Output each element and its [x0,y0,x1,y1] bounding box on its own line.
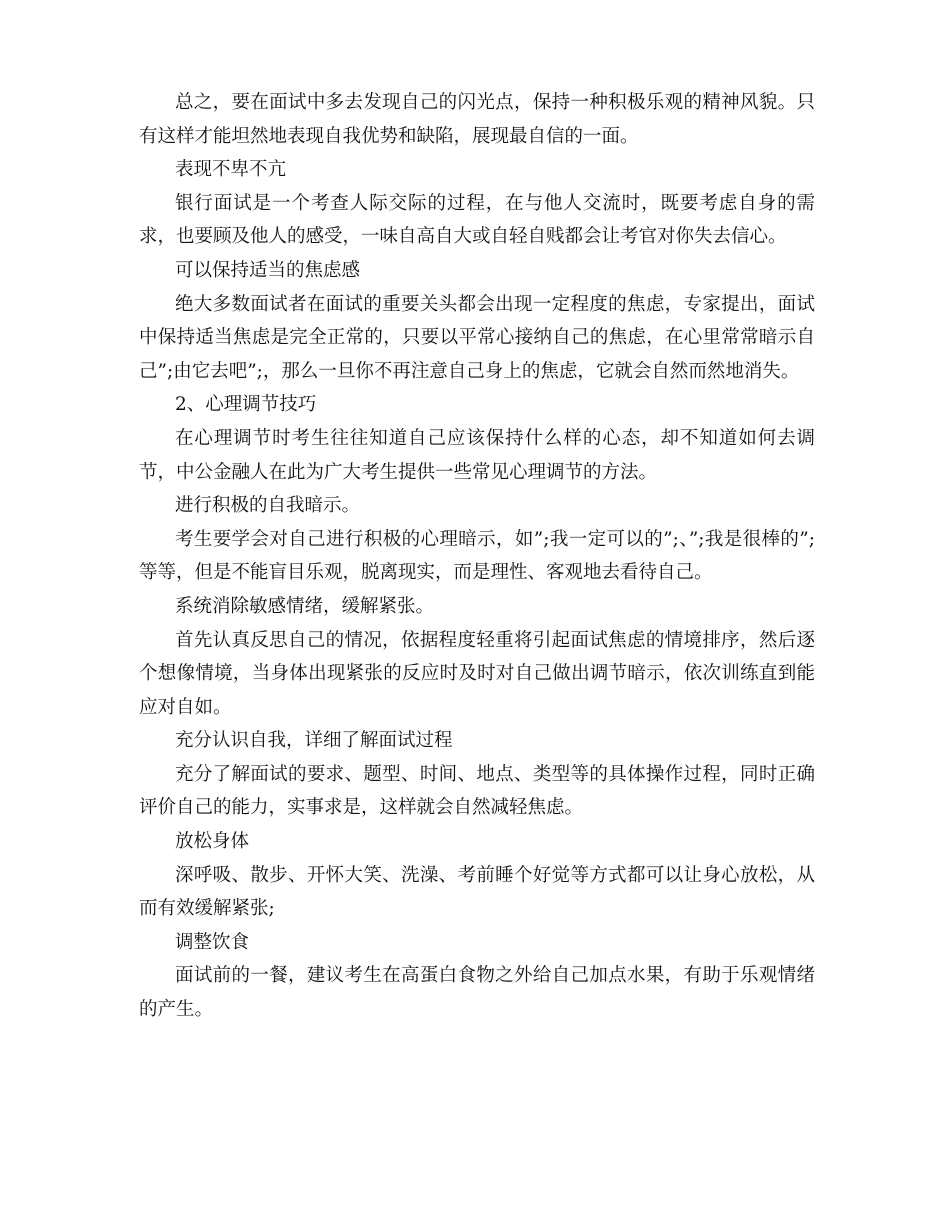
paragraph-psychological-techniques: 在心理调节时考生往往知道自己应该保持什么样的心态，却不知道如何去调节，中公金融人在此为广大考生提供一些常见心理调节的方法。 [139,427,815,483]
heading-psychological-techniques: 2、心理调节技巧 [175,394,317,416]
heading-desensitization: 系统消除敏感情绪，缓解紧张。 [175,595,435,617]
heading-self-suggestion: 进行积极的自我暗示。 [175,495,361,517]
heading-composure: 表现不卑不亢 [175,159,287,181]
heading-adjust-diet: 调整饮食 [175,931,250,953]
paragraph-know-yourself: 充分了解面试的要求、题型、时间、地点、类型等的具体操作过程，同时正确评价自己的能力，实事求是，这样就会自然减轻焦虑。 [139,763,815,819]
paragraph-composure: 银行面试是一个考查人际交际的过程，在与他人交流时，既要考虑自身的需求，也要顾及他人的感受，一味自高自大或自轻自贱都会让考官对你失去信心。 [139,192,815,248]
document-body [139,86,815,1027]
paragraph-moderate-anxiety: 绝大多数面试者在面试的重要关头都会出现一定程度的焦虑，专家提出，面试中保持适当焦虑是完全正常的，只要以平常心接纳自己的焦虑，在心里常常暗示自己”;由它去吧”;，那么一旦你不再注意自己身上的焦虑，它就会自然而然地消失。 [139,293,815,382]
heading-moderate-anxiety: 可以保持适当的焦虑感 [175,259,361,281]
heading-relax-body: 放松身体 [175,831,250,853]
paragraph-desensitization: 首先认真反思自己的情况，依据程度轻重将引起面试焦虑的情境排序，然后逐个想像情境，当身体出现紧张的反应时及时对自己做出调节暗示，依次训练直到能应对自如。 [139,629,815,718]
paragraph-adjust-diet: 面试前的一餐，建议考生在高蛋白食物之外给自己加点水果，有助于乐观情绪的产生。 [139,965,815,1021]
paragraph-self-suggestion: 考生要学会对自己进行积极的心理暗示，如”;我一定可以的”;、”;我是很棒的”;等等，但是不能盲目乐观，脱离现实，而是理性、客观地去看待自己。 [139,528,815,584]
paragraph-summary: 总之，要在面试中多去发现自己的闪光点，保持一种积极乐观的精神风貌。只有这样才能坦然地表现自我优势和缺陷，展现最自信的一面。 [139,92,815,147]
heading-know-yourself: 充分认识自我，详细了解面试过程 [175,730,453,752]
paragraph-relax-body: 深呼吸、散步、开怀大笑、洗澡、考前睡个好觉等方式都可以让身心放松，从而有效缓解紧张; [139,864,815,920]
